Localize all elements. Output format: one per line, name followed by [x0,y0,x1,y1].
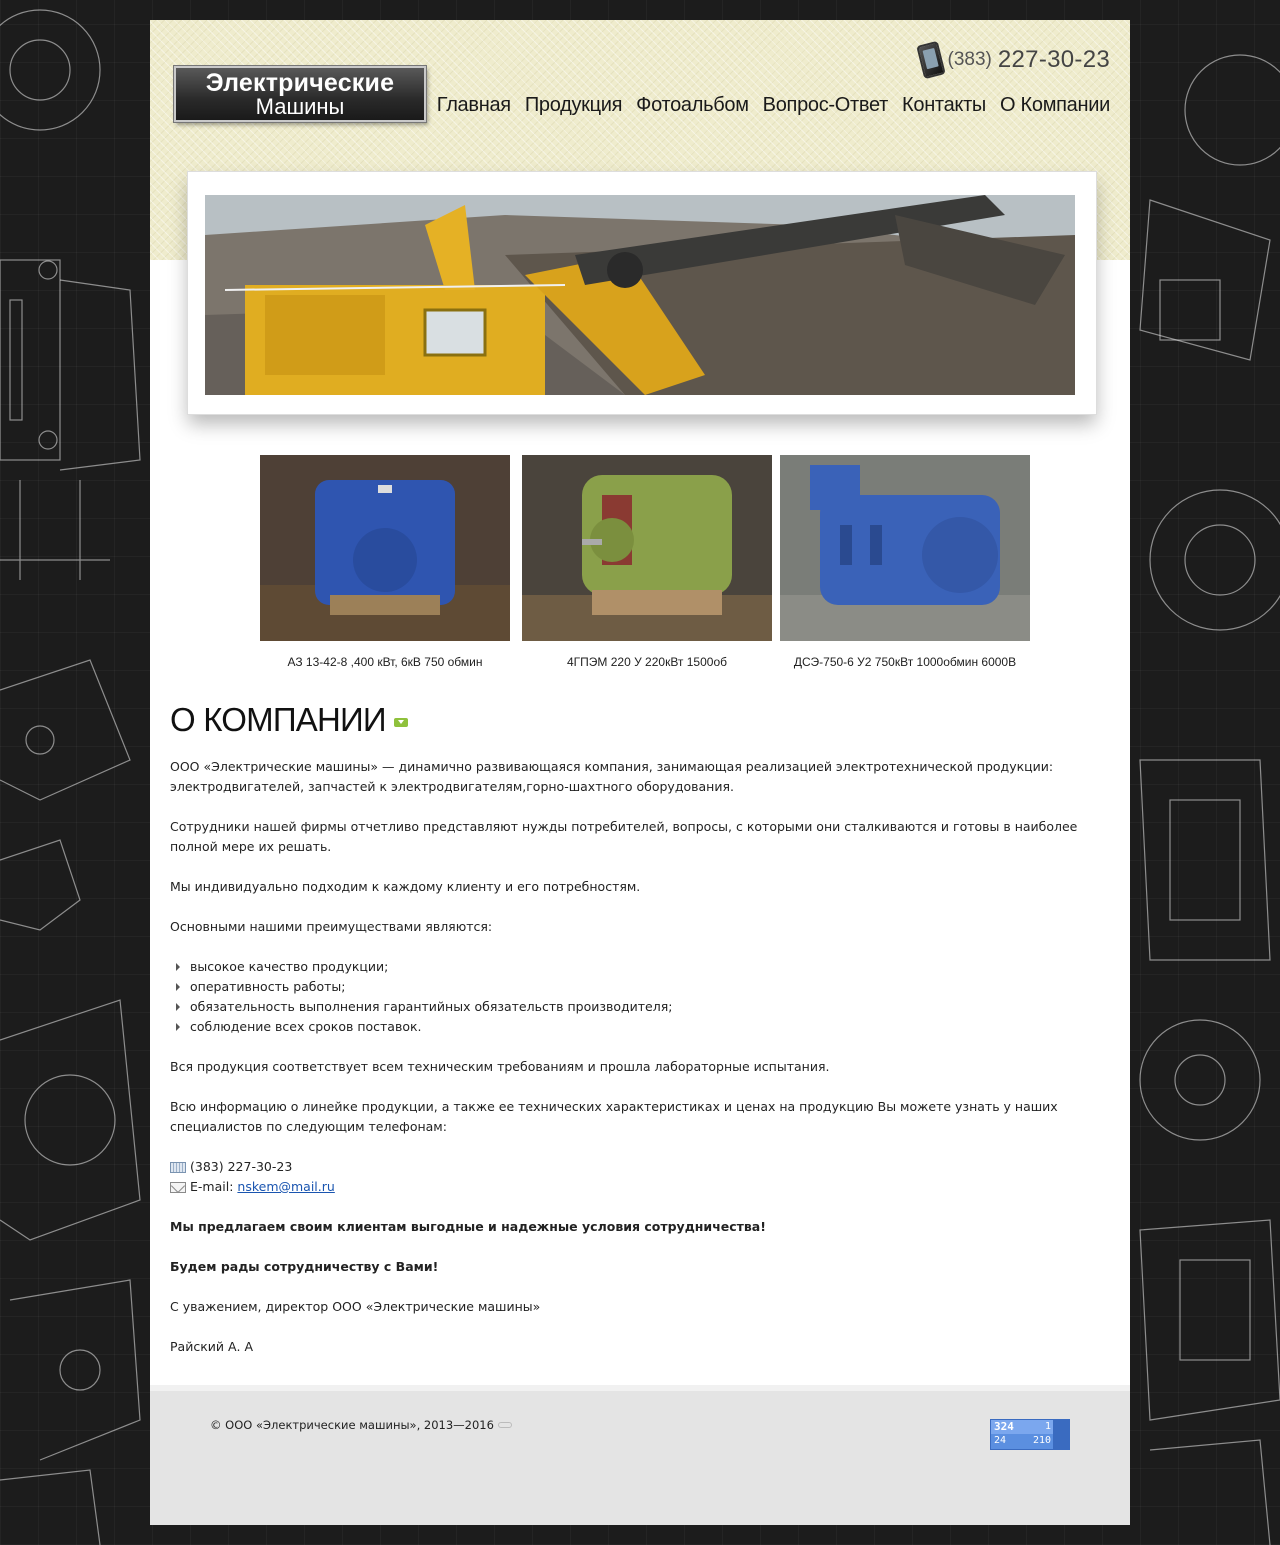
contact-phone-text: (383) 227-30-23 [190,1159,293,1174]
logo-line2: Машины [255,94,345,119]
phone-code: (383) [947,49,992,70]
blueprint-right-decoration [1130,0,1280,1545]
list-item: высокое качество продукции; [170,957,1110,977]
footer [150,1385,1130,1525]
product-image-motor-green[interactable] [522,455,772,641]
nav-faq[interactable]: Вопрос-Ответ [762,94,889,116]
copyright [210,1418,512,1432]
counter-bottom-value: 24 [994,1435,1007,1446]
welcome-text: Будем рады сотрудничеству с Вами! [170,1259,439,1274]
product-gallery [260,455,1030,675]
product-caption: ДСЭ-750-6 У2 750кВт 1000обмин 6000В [793,655,1017,669]
signature-line: С уважением, директор ООО «Электрические машины» [170,1299,541,1314]
product-card[interactable] [780,455,1030,675]
about-content [170,700,1110,1377]
email-label: E-mail: [190,1179,234,1194]
phone-icon [170,1162,186,1173]
contacts-block [170,1157,1110,1197]
list-item: соблюдение всех сроков поставок. [170,1017,1110,1037]
mail-icon [170,1182,186,1193]
nav-about[interactable]: О Компании [1000,94,1110,116]
nav-contacts[interactable]: Контакты [902,94,987,116]
paragraph-info: Всю информацию о линейке продукции, а также ее технических характеристиках и ценах на продукцию Вы можете узнать у наших специалистов по следующим телефонам: [170,1099,1058,1134]
contact-email [170,1177,1110,1197]
header-phone [920,42,1110,78]
nav-products[interactable]: Продукция [524,94,623,116]
list-item: оперативность работы; [170,977,1110,997]
blueprint-left-decoration [0,0,150,1545]
paragraph-staff: Сотрудники нашей фирмы отчетливо представляют нужды потребителей, вопросы, с которыми они сталкиваются и готовы в наиболее полной мере их решать. [170,819,1078,854]
offer-text: Мы предлагаем своим клиентам выгодные и надежные условия сотрудничества! [170,1219,766,1234]
copyright-text: © ООО «Электрические машины», 2013—2016 [210,1418,494,1432]
product-card[interactable] [260,455,510,675]
product-card[interactable] [522,455,772,675]
paragraph-quality: Вся продукция соответствует всем техническим требованиям и прошла лабораторные испытания. [170,1059,830,1074]
dropdown-badge-icon[interactable] [394,718,408,727]
page-container [150,20,1130,1525]
counter-logo-icon [1053,1420,1069,1449]
page-title [170,700,1110,740]
advantages-list [170,957,1110,1037]
product-caption: 4ГПЭМ 220 У 220кВт 1500об [566,655,727,669]
banner-frame [188,172,1096,414]
product-image-motor-blue[interactable] [260,455,510,641]
email-link[interactable]: nskem@mail.ru [237,1179,335,1194]
mobile-phone-icon [916,41,946,79]
nav-photoalbum[interactable]: Фотоальбом [636,94,749,116]
paragraph-approach: Мы индивидуально подходим к каждому клиенту и его потребностям. [170,879,641,894]
key-icon[interactable] [498,1422,512,1428]
contact-phone [170,1157,1110,1177]
nav-home[interactable]: Главная [436,94,511,116]
list-item: обязательность выполнения гарантийных обязательств производителя; [170,997,1110,1017]
paragraph-advantages-intro: Основными нашими преимуществами являются: [170,919,493,934]
logo-line1: Электрические [205,69,395,97]
page-title-text: О КОМПАНИИ [170,701,386,738]
banner-image-excavator [205,195,1075,395]
product-caption: АЗ 13-42-8 ,400 кВт, 6кВ 750 обмин [287,655,483,669]
phone-number: 227-30-23 [997,46,1110,73]
counter-top-value: 324 [994,1420,1014,1433]
visit-counter[interactable] [990,1419,1070,1450]
site-logo[interactable] [174,66,426,122]
paragraph-intro: ООО «Электрические машины» — динамично развивающаяся компания, занимающая реализацией электротехнической продукции: электродвигателей, запчастей к электродвигателям,горно-шахтного оборудования. [170,759,1054,794]
product-image-motor-dse[interactable] [780,455,1030,641]
counter-bottom-right: 210 [1032,1435,1051,1446]
signature-name: Райский А. А [170,1339,254,1354]
main-nav [437,94,1110,117]
counter-top-right: 1 [1044,1421,1051,1432]
